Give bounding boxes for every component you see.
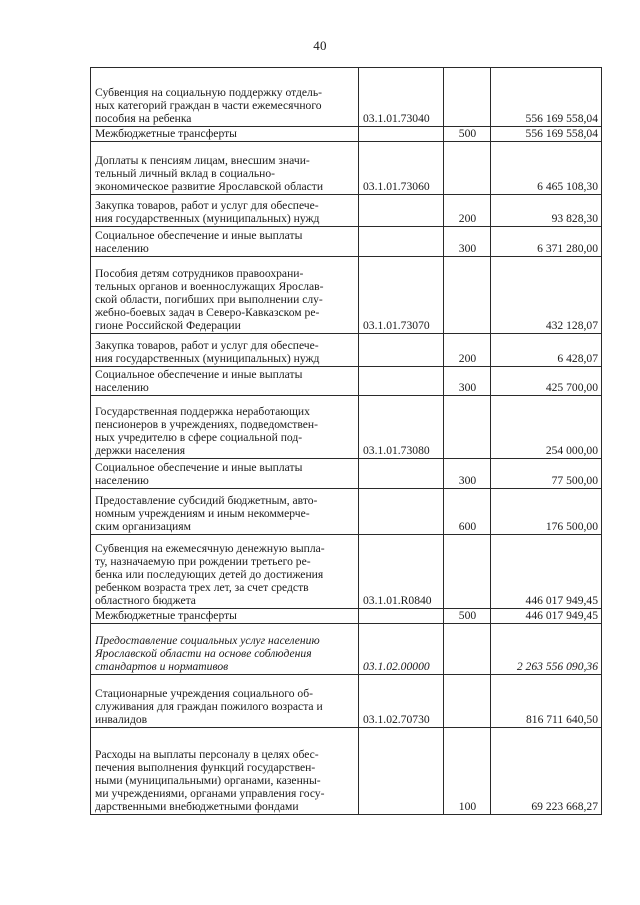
row-type-cell [444, 142, 491, 195]
row-code-cell [359, 227, 444, 257]
row-name-cell [91, 609, 359, 624]
row-code-cell [359, 367, 444, 396]
row-sum-cell: 425 700,00 [491, 367, 602, 396]
row-type-cell: 200 [444, 195, 491, 227]
row-name-cell [91, 624, 359, 675]
row-sum-cell: 556 169 558,04 [491, 68, 602, 127]
row-name: Субвенция на социальную поддержку отдель- ных категорий граждан в части ежемесячного пособия на ребенка [95, 86, 322, 125]
row-name: Пособия детям сотрудников правоохрани- тельных органов и военнослужащих Ярослав- ской области, погибших при выполнении слу- жебно-боевых задач в Северо-Кавказском ре- гионе Российской Федерации [95, 267, 324, 332]
row-name: Субвенция на ежемесячную денежную выпла- ту, назначаемую при рождении третьего ре- бенка или последующих детей до достижения ребенком возраста трех лет, за счет средств областного бюджета [95, 542, 325, 607]
table-row [91, 459, 602, 489]
table-row [91, 728, 602, 815]
row-sum-cell: 556 169 558,04 [491, 127, 602, 142]
table-row [91, 257, 602, 334]
row-code-cell [359, 127, 444, 142]
row-type-cell: 300 [444, 459, 491, 489]
budget-table-body [91, 68, 602, 815]
row-name: Межбюджетные трансферты [95, 609, 237, 622]
row-name-cell [91, 257, 359, 334]
row-name-cell [91, 142, 359, 195]
row-name-cell [91, 728, 359, 815]
table-row [91, 68, 602, 127]
row-sum-cell: 69 223 668,27 [491, 728, 602, 815]
row-name: Предоставление субсидий бюджетным, авто- номным учреждениям и иным некоммерче- ским организациям [95, 494, 318, 533]
row-sum-cell: 6 465 108,30 [491, 142, 602, 195]
row-code-cell [359, 728, 444, 815]
budget-table [90, 67, 602, 815]
table-row [91, 367, 602, 396]
table-row [91, 127, 602, 142]
row-name-cell [91, 489, 359, 535]
row-name: Межбюджетные трансферты [95, 127, 237, 140]
table-row [91, 489, 602, 535]
row-code-cell [359, 459, 444, 489]
row-sum-cell: 432 128,07 [491, 257, 602, 334]
table-row [91, 624, 602, 675]
row-type-cell [444, 257, 491, 334]
row-type-cell: 600 [444, 489, 491, 535]
table-row [91, 227, 602, 257]
row-code-cell [359, 334, 444, 367]
row-code-cell [359, 489, 444, 535]
row-name: Закупка товаров, работ и услуг для обеспече- ния государственных (муниципальных) нужд [95, 199, 320, 225]
row-sum-cell: 446 017 949,45 [491, 535, 602, 609]
row-sum-cell: 254 000,00 [491, 396, 602, 459]
row-name: Социальное обеспечение и иные выплаты населению [95, 229, 303, 255]
row-code-cell: 03.1.01.73070 [359, 257, 444, 334]
table-row [91, 334, 602, 367]
row-code-cell [359, 609, 444, 624]
row-sum-cell: 6 428,07 [491, 334, 602, 367]
row-name-cell [91, 396, 359, 459]
row-name: Государственная поддержка неработающих пенсионеров в учреждениях, подведомствен- ных учредителю в сфере социальной под- держки населения [95, 405, 318, 457]
row-sum-cell: 93 828,30 [491, 195, 602, 227]
row-type-cell [444, 68, 491, 127]
row-sum-cell: 176 500,00 [491, 489, 602, 535]
row-code-cell: 03.1.01.73060 [359, 142, 444, 195]
row-name-cell [91, 459, 359, 489]
row-type-cell: 300 [444, 227, 491, 257]
row-type-cell: 500 [444, 127, 491, 142]
row-name: Социальное обеспечение и иные выплаты населению [95, 368, 303, 394]
row-type-cell: 300 [444, 367, 491, 396]
row-name: Закупка товаров, работ и услуг для обеспече- ния государственных (муниципальных) нужд [95, 339, 320, 365]
row-type-cell [444, 535, 491, 609]
row-code-cell: 03.1.01.R0840 [359, 535, 444, 609]
row-type-cell [444, 624, 491, 675]
row-type-cell: 100 [444, 728, 491, 815]
table-row [91, 195, 602, 227]
row-type-cell [444, 396, 491, 459]
page-number: 40 [313, 38, 327, 53]
row-name-cell [91, 227, 359, 257]
table-row [91, 675, 602, 728]
row-name-cell [91, 535, 359, 609]
row-sum-cell: 77 500,00 [491, 459, 602, 489]
row-name: Расходы на выплаты персоналу в целях обес- печения выполнения функций государствен- ными (муниципальными) органами, казенны- ми учреждениями, органами управления госу- дарственными внебюджетными фондами [95, 748, 325, 813]
row-name-cell [91, 195, 359, 227]
table-row [91, 396, 602, 459]
row-sum-cell: 446 017 949,45 [491, 609, 602, 624]
row-name-cell [91, 334, 359, 367]
row-type-cell [444, 675, 491, 728]
row-name-cell [91, 68, 359, 127]
row-name-cell [91, 127, 359, 142]
table-row [91, 609, 602, 624]
row-sum-cell: 6 371 280,00 [491, 227, 602, 257]
row-name-cell [91, 367, 359, 396]
row-type-cell: 200 [444, 334, 491, 367]
row-sum-cell: 2 263 556 090,36 [491, 624, 602, 675]
row-name: Доплаты к пенсиям лицам, внесшим значи- тельный личный вклад в социально- экономическое развитие Ярославской области [95, 154, 324, 193]
row-name: Предоставление социальных услуг населению Ярославской области на основе соблюдения стандартов и нормативов [95, 634, 320, 673]
row-code-cell: 03.1.02.00000 [359, 624, 444, 675]
row-name: Стационарные учреждения социального об- служивания для граждан пожилого возраста и инвалидов [95, 687, 323, 726]
row-name-cell [91, 675, 359, 728]
row-name: Социальное обеспечение и иные выплаты населению [95, 461, 303, 487]
row-type-cell: 500 [444, 609, 491, 624]
table-row [91, 142, 602, 195]
row-code-cell: 03.1.01.73040 [359, 68, 444, 127]
row-code-cell: 03.1.01.73080 [359, 396, 444, 459]
row-code-cell [359, 195, 444, 227]
row-code-cell: 03.1.02.70730 [359, 675, 444, 728]
row-sum-cell: 816 711 640,50 [491, 675, 602, 728]
table-row [91, 535, 602, 609]
